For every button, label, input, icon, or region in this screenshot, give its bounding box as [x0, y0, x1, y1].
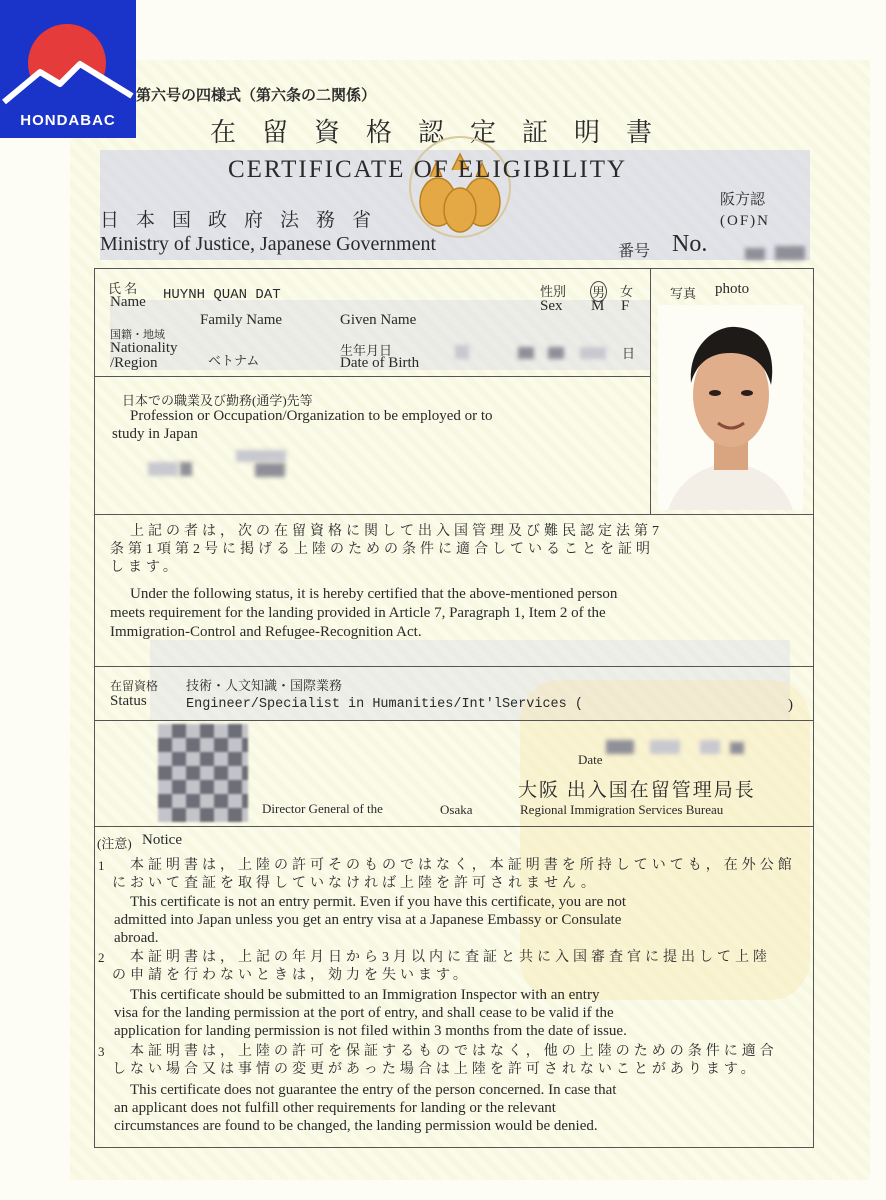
notice-japanese: 本証明書は，上記の年月日から3月以内に査証と共に入国審査官に提出して上陸: [130, 950, 771, 965]
office-code: (OF)N: [720, 213, 770, 229]
city-name: Osaka: [440, 802, 473, 817]
dob-label-japanese: 生年月日: [340, 343, 393, 358]
notice-japanese: 本証明書は，上陸の許可そのものではなく，本証明書を所持していても，在外公館: [130, 858, 796, 873]
nationality-label-japanese: 国籍・地域: [110, 329, 165, 341]
sex-male-japanese: 男: [590, 281, 607, 302]
redacted-date: [730, 742, 744, 754]
status-close-paren: ): [788, 697, 793, 713]
status-label-japanese: 在留資格: [110, 679, 159, 693]
applicant-photo: [658, 305, 803, 510]
nationality-value: ベトナム: [208, 353, 260, 368]
row-divider: [94, 514, 814, 515]
occupation-label-continued: study in Japan: [112, 426, 198, 442]
region-label: /Region: [110, 355, 158, 371]
ministry-japanese: 日本国政府法務省: [100, 210, 389, 231]
certification-japanese: します。: [110, 560, 181, 575]
redacted-dob: [455, 345, 469, 359]
title-japanese: 在留資格認定証明書: [210, 118, 679, 147]
notice-english: This certificate should be submitted to an Immigration Inspector with an entry: [130, 987, 600, 1003]
redacted-occupation: [255, 463, 285, 477]
sex-label-japanese: 性別: [540, 284, 567, 299]
mountain-icon: [0, 40, 136, 110]
notice-japanese: の申請を行わないときは，効力を失います。: [112, 968, 471, 983]
certification-japanese: 上記の者は，次の在留資格に関して出入国管理及び難民認定法第7: [130, 524, 663, 539]
sex-label: Sex: [540, 298, 563, 314]
bureau-english: Regional Immigration Services Bureau: [520, 802, 724, 817]
status-label: Status: [110, 693, 147, 709]
notice-english: visa for the landing permission at the port of entry, and shall cease to be valid if the: [114, 1005, 614, 1021]
photo-label-japanese: 写真: [670, 286, 697, 301]
notice-english: admitted into Japan unless you get an entry visa at a Japanese Embassy or Consulate: [114, 912, 622, 928]
redacted-date: [700, 740, 720, 754]
name-label-japanese: 氏 名: [108, 281, 138, 296]
director-general-label: Director General of the: [262, 801, 383, 816]
sex-female-japanese: 女: [620, 284, 634, 299]
certification-english: Under the following status, it is hereby certified that the above-mentioned person: [130, 586, 618, 602]
notice-english: This certificate is not an entry permit. Even if you have this certificate, you are not: [130, 894, 627, 910]
notice-english: This certificate does not guarantee the entry of the person concerned. In case that: [130, 1082, 617, 1098]
certification-english: meets requirement for the landing provided in Article 7, Paragraph 1, Item 2 of the: [110, 605, 606, 621]
certification-japanese: 条第1項第2号に掲げる上陸のための条件に適合していることを証明: [110, 542, 654, 557]
redacted-date: [650, 740, 680, 754]
redacted-number: [775, 246, 805, 260]
dob-label: Date of Birth: [340, 355, 420, 371]
notice-title: Notice: [142, 832, 182, 848]
status-value: Engineer/Specialist in Humanities/Int'lServices (: [186, 697, 583, 712]
redacted-dob: [548, 347, 564, 359]
name-label: Name: [110, 294, 146, 310]
notice-english: abroad.: [114, 930, 159, 946]
sex-female: F: [621, 298, 630, 314]
notice-number: 1: [98, 858, 105, 873]
given-name-label: Given Name: [340, 312, 417, 328]
redacted-dob: [580, 347, 606, 359]
bureau-japanese: 大阪 出入国在留管理局長: [518, 780, 756, 801]
title-english: CERTIFICATE OF ELIGIBILITY: [228, 156, 628, 183]
row-divider: [94, 720, 814, 721]
paulownia-emblem-icon: [400, 132, 520, 242]
name-value: HUYNH QUAN DAT: [163, 287, 281, 303]
notice-english: circumstances are found to be changed, the landing permission would be denied.: [114, 1118, 598, 1134]
notice-english: an applicant does not fulfill other requirements for landing or the relevant: [114, 1100, 556, 1116]
dob-day-label: 日: [622, 346, 636, 361]
occupation-label: Profession or Occupation/Organization to be employed or to: [130, 408, 493, 424]
notice-japanese: において査証を取得していなければ上陸を許可されません。: [112, 876, 599, 891]
photo-label: photo: [715, 281, 750, 297]
office-code-japanese: 阪方認: [720, 192, 766, 208]
number-label-japanese: 番号: [618, 243, 651, 260]
nationality-label: Nationality: [110, 340, 178, 356]
hondabac-logo: [0, 0, 136, 138]
form-number: 第六号の四様式（第六条の二関係）: [136, 88, 377, 104]
redacted-occupation: [180, 462, 192, 476]
redacted-date: [606, 740, 634, 754]
number-label: No.: [672, 231, 708, 257]
row-divider: [94, 666, 814, 667]
row-divider: [94, 826, 814, 827]
redacted-occupation: [236, 450, 286, 462]
notice-japanese: しない場合又は事情の変更があった場合は上陸を許可されないことがあります。: [112, 1062, 759, 1077]
notice-number: 2: [98, 950, 105, 965]
notice-japanese: 本証明書は，上陸の許可を保証するものではなく，他の上陸のための条件に適合: [130, 1044, 778, 1059]
family-name-label: Family Name: [200, 312, 283, 328]
logo-text: HONDABAC: [20, 112, 116, 129]
notice-english: application for landing permission is not filed within 3 months from the date of issue.: [114, 1023, 627, 1039]
sex-male: M: [591, 298, 605, 314]
photo-divider: [650, 268, 651, 514]
redacted-seal: [158, 724, 248, 822]
status-value-japanese: 技術・人文知識・国際業務: [186, 678, 343, 693]
certification-english: Immigration-Control and Refugee-Recognition Act.: [110, 624, 422, 640]
notice-title-japanese: (注意): [97, 836, 132, 851]
redacted-number: [745, 248, 765, 260]
row-divider: [94, 376, 650, 377]
ministry-english: Ministry of Justice, Japanese Government: [100, 233, 437, 255]
notice-number: 3: [98, 1044, 105, 1059]
occupation-label-japanese: 日本での職業及び勤務(通学)先等: [122, 393, 313, 408]
date-label: Date: [578, 752, 603, 767]
redacted-occupation: [148, 462, 178, 476]
redacted-dob: [518, 347, 534, 359]
